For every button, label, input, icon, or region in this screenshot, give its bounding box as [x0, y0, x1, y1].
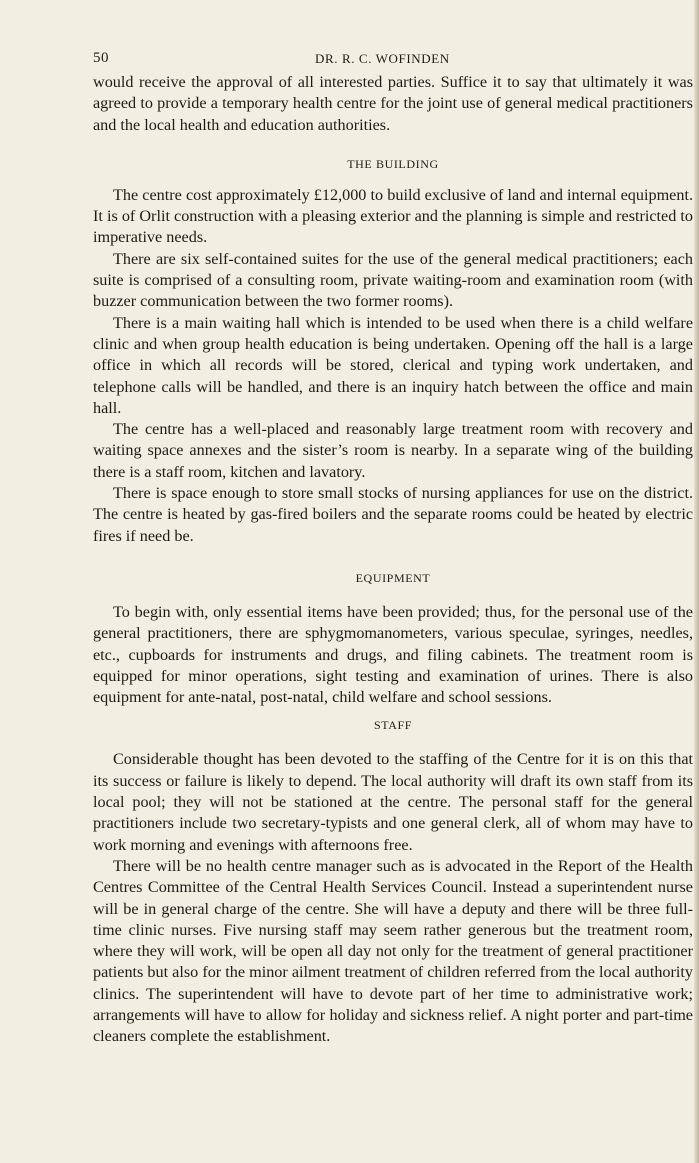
- equipment-paragraph-1: To begin with, only essential items have been provided; thus, for the personal use of the general practitioners, there are sphygmomanometers, various speculae, syringes, needles, etc., cupboards for instruments and drugs, and filing cabinets. The treatment room is equipped for minor operations, sight testing and examination of urines. There is also equipment for ante-natal, post-natal, child welfare and school sessions.: [93, 602, 693, 707]
- building-paragraph-2: There are six self-contained suites for the use of the general medical practitioners; each suite is comprised of a consulting room, private waiting-room and examination room (with buzzer communication between the two former rooms).: [93, 249, 693, 311]
- section-heading-staff: STAFF: [373, 718, 413, 733]
- running-head-author: DR. R. C. WOFINDEN: [315, 51, 450, 66]
- staff-paragraph-2: There will be no health centre manager such as is advocated in the Report of the Health Centres Committee of the Central Health Services Council. Instead a superintendent nurse will be in general charge of the centre. She will have a deputy and there will be three full-time clinic nurses. Five nursing staff may seem rather generous but the treatment room, where they will work, will be open all day not only for the treatment of general practitioner patients but also for the minor ailment treatment of children referred from the local authority clinics. The superintendent will have to devote part of her time to administrative work; arrangements will have to allow for holiday and sickness relief. A night porter and part-time cleaners complete the establishment.: [93, 856, 693, 1046]
- section-heading-equipment: EQUIPMENT: [355, 570, 431, 585]
- page-edge: [694, 0, 699, 1163]
- building-paragraph-4: The centre has a well-placed and reasonably large treatment room with recovery and waiting space annexes and the sister’s room is nearby. In a separate wing of the building there is a staff room, kitchen and lavatory.: [93, 420, 693, 481]
- building-paragraph-1: The centre cost approximately £12,000 to build exclusive of land and internal equipment. It is of Orlit construction with a pleasing exterior and the planning is simple and restricted to imperative needs.: [93, 185, 693, 247]
- building-paragraph-3: There is a main waiting hall which is intended to be used when there is a child welfare clinic and when group health education is being undertaken. Opening off the hall is a large office in which all records will be stored, clerical and typing work undertaken, and telephone calls will be handled, and there is an inquiry hatch between the office and main hall.: [93, 313, 693, 417]
- staff-paragraph-1: Considerable thought has been devoted to the staffing of the Centre for it is on this that its success or failure is likely to depend. The local authority will draft its own staff from its local pool; they will not be stationed at the centre. The personal staff for the general practitioners include two secretary-typists and one general clerk, all of whom may have to work morning and evenings with afternoons free.: [93, 750, 693, 854]
- section-heading-building: THE BUILDING: [347, 156, 439, 171]
- running-head: [93, 44, 693, 72]
- intro-paragraph: would receive the approval of all interested parties. Suffice it to say that ultimately it was agreed to provide a temporary health centre for the joint use of general medical practitioners and the local health and education authorities.: [93, 73, 693, 134]
- page-number: 50: [93, 50, 109, 66]
- book-page: [93, 44, 693, 1048]
- building-paragraph-5: There is space enough to store small stocks of nursing appliances for use on the district. The centre is heated by gas-fired boilers and the separate rooms could be heated by electric fires if need be.: [93, 484, 693, 545]
